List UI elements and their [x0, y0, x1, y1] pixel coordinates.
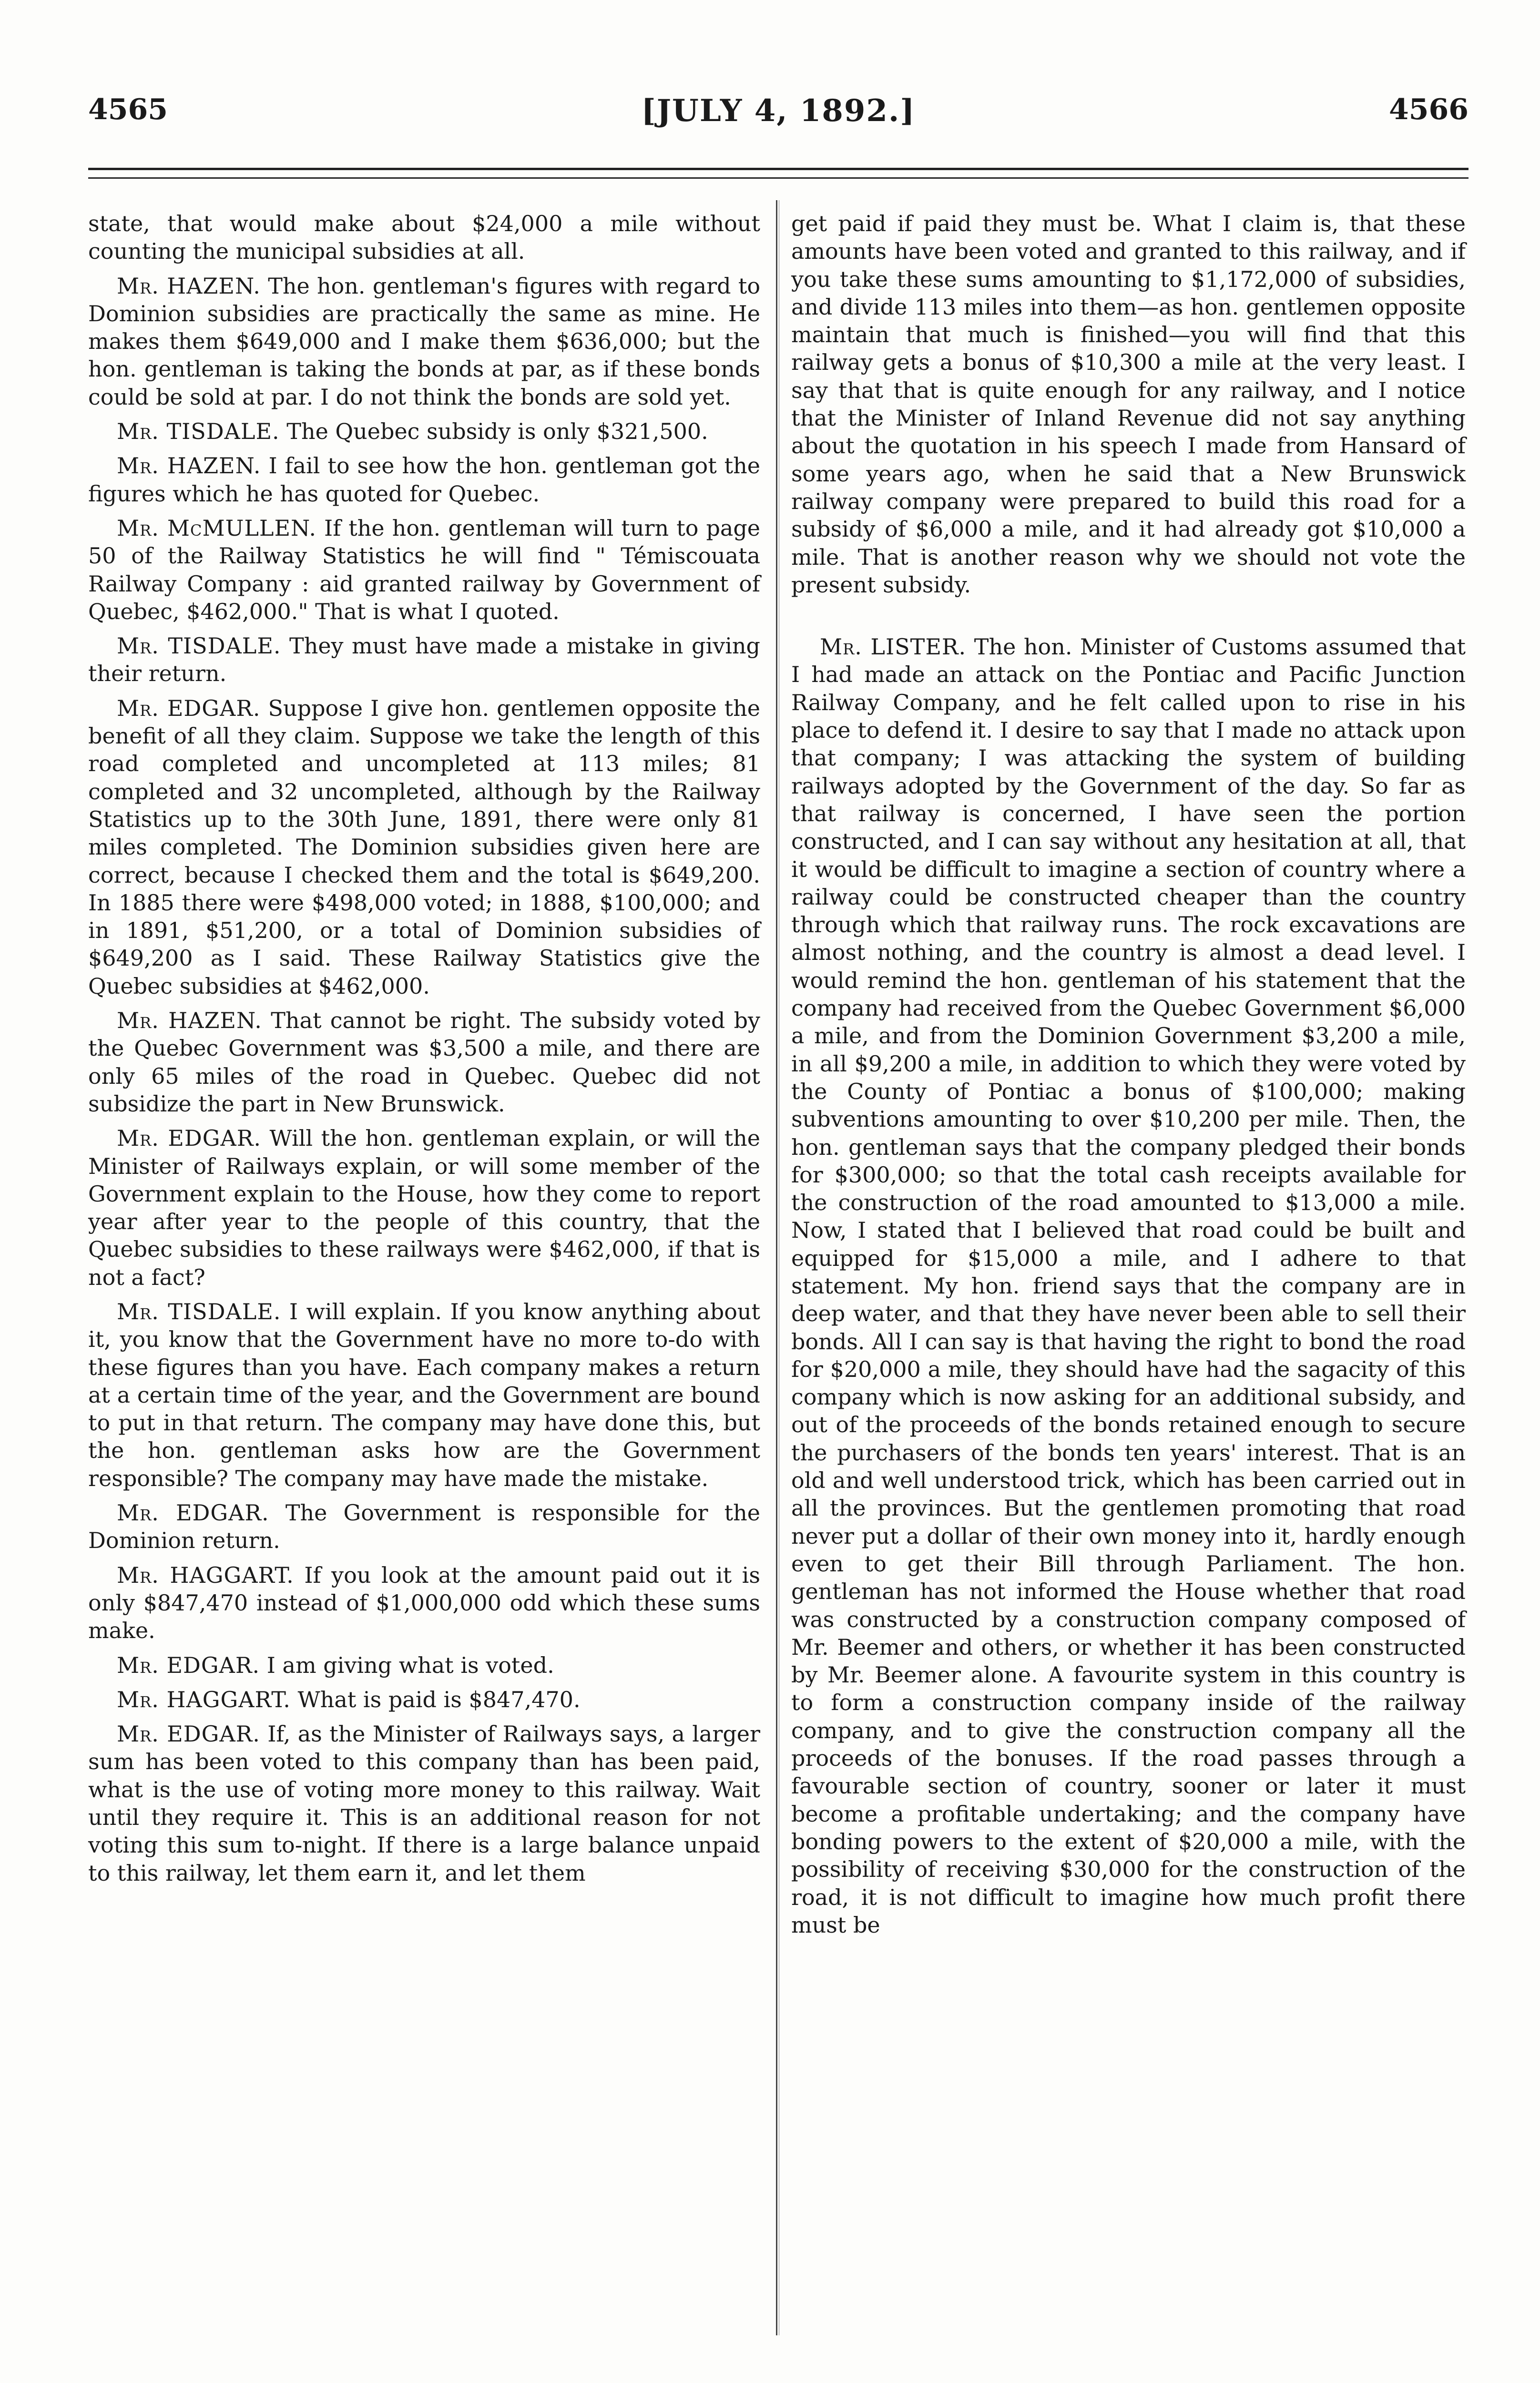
- paragraph-text: Will the hon. gentleman explain, or will the Minister of Railways explain, or will some member of the Government explain to the House, how they come to report year after year to the people of this country, that the Quebec subsidies to these railways were $462,000, if that is not a fact?: [88, 1125, 761, 1290]
- right-column: [791, 210, 1466, 1945]
- paragraph: [88, 418, 760, 445]
- paragraph-text: They must have made a mistake in giving their return.: [88, 633, 760, 687]
- paragraph-text: If you look at the amount paid out it is only $847,470 instead of $1,000,000 odd which these sums make.: [88, 1562, 760, 1644]
- speaker-name: Mr. EDGAR.: [117, 1721, 260, 1747]
- page-number-left: 4565: [88, 93, 168, 126]
- paragraph-text: If the hon. gentleman will turn to page 50 of the Railway Statistics he will find " Témiscouata Railway Company : aid granted railway by Government of Quebec, $462,000." That is what I quoted.: [88, 515, 760, 624]
- paragraph-text: state, that would make about $24,000 a mile without counting the municipal subsidies at all.: [88, 211, 760, 265]
- paragraph-text: get paid if paid they must be. What I claim is, that these amounts have been voted and granted to this railway, and if you take these sums amounting to $1,172,000 of subsidies, and divide 113 miles into them—as hon. gentlemen opposite maintain that much is finished—you will find that this railway gets a bonus of $10,300 a mile at the very least. I say that that is quite enough for any railway, and I notice that the Minister of Inland Revenue did not say anything about the quotation in his speech I made from Hansard of some years ago, when he said that a New Brunswick railway company were prepared to build this road for a subsidy of $6,000 a mile, and it had already got $10,000 a mile. That is another reason why we should not vote the present subsidy.: [791, 211, 1466, 598]
- speaker-name: Mr. EDGAR.: [117, 695, 261, 721]
- paragraph: [791, 210, 1466, 599]
- speaker-name: Mr. McMULLEN.: [117, 515, 316, 541]
- paragraph: [791, 633, 1466, 1939]
- paragraph: [88, 272, 760, 411]
- speaker-name: Mr. EDGAR.: [117, 1125, 261, 1151]
- paragraph-text: That cannot be right. The subsidy voted by the Quebec Government was $3,500 a mile, and there are only 65 miles of the road in Quebec. Quebec did not subsidize the part in New Brunswick.: [88, 1008, 760, 1117]
- speaker-name: Mr. TISDALE.: [117, 418, 280, 445]
- left-column: [88, 210, 760, 1894]
- paragraph: [88, 694, 760, 1000]
- paragraph: [88, 210, 760, 265]
- speaker-name: Mr. HAZEN.: [117, 273, 261, 299]
- speaker-name: Mr. HAZEN.: [117, 1008, 262, 1034]
- paragraph: [88, 632, 760, 688]
- page-header: [88, 93, 1469, 136]
- speaker-name: Mr. TISDALE.: [117, 1298, 281, 1324]
- header-rule: [88, 168, 1469, 170]
- speaker-name: Mr. HAGGART.: [117, 1686, 291, 1712]
- speaker-name: Mr. TISDALE.: [117, 633, 281, 659]
- column-divider: [776, 200, 777, 2335]
- paragraph: [88, 514, 760, 625]
- paragraph-text: What is paid is $847,470.: [297, 1686, 581, 1712]
- paragraph-text: The hon. gentleman's figures with regard to Dominion subsidies are practically the same as mine. He makes them $649,000 and I make them $636,000; but the hon. gentleman is taking the bonds at par, as if these bonds could be sold at par. I do not think the bonds are sold yet.: [88, 273, 761, 410]
- paragraph: [88, 1561, 760, 1645]
- speaker-name: Mr. HAZEN.: [117, 453, 261, 479]
- speaker-name: Mr. LISTER.: [820, 634, 967, 660]
- paragraph-text: The hon. Minister of Customs assumed that I had made an attack on the Pontiac and Pacific Junction Railway Company, and he felt called upon to rise in his place to defend it. I desire to say that I made no attack upon that company; I was attacking the system of building railways adopted by the Government of the day. So far as that railway is concerned, I have seen the portion constructed, and I can say without any hesitation at all, that it would be difficult to imagine a section of country where a railway could be constructed cheaper than the country through which that railway runs. The rock excavations are almost nothing, and the country is almost a dead level. I would remind the hon. gentleman of his statement that the company had received from the Quebec Government $6,000 a mile, and from the Dominion Government $3,200 a mile, in all $9,200 a mile, in addition to which they were voted by the County of Pontiac a bonus of $100,000; making subventions amounting to over $10,200 per mile. Then, the hon. gentleman says that the company pledged their bonds for $300,000; so that the total cash receipts available for the construction of the road amounted to $13,000 a mile. Now, I stated that I believed that road could be built and equipped for $15,000 a mile, and I adhere to that statement. My hon. friend says that the company are in deep water, and that they have never been able to sell their bonds. All I can say is that having the right to bond the road for $20,000 a mile, they should have had the sagacity of this company which is now asking for an additional subsidy, and out of the proceeds of the bonds retained enough to secure the purchasers of the bonds ten years' interest. That is an old and well understood trick, which has been carried out in all the provinces. But the gentlemen promoting that road never put a dollar of their own money into it, hardly enough even to get their Bill through Parliament. The hon. gentleman has not informed the House whether that road was constructed by a construction company composed of Mr. Beemer and others, or whether it has been constructed by Mr. Beemer alone. A favourite system in this country is to form a construction company inside of the railway company, and to give the construction company all the proceeds of the bonuses. If the road passes through a favourable section of country, sooner or later it must become a profitable undertaking; and the company have bonding powers to the extent of $20,000 a mile, with the possibility of receiving $30,000 for the construction of the road, it is not difficult to imagine how much profit there must be: [791, 634, 1466, 1938]
- paragraph-text: I am giving what is voted.: [266, 1652, 554, 1678]
- paragraph-text: The Quebec subsidy is only $321,500.: [286, 418, 708, 445]
- page-number-right: 4566: [1389, 93, 1469, 126]
- paragraph: [88, 1651, 760, 1679]
- paragraph: [88, 1298, 760, 1492]
- paragraph-text: If, as the Minister of Railways says, a larger sum has been voted to this company than has been paid, what is the use of voting more money to this railway. Wait until they require it. This is an additional reason for not voting this sum to-night. If there is a large balance unpaid to this railway, let them earn it, and let them: [88, 1721, 760, 1886]
- speaker-name: Mr. HAGGART.: [117, 1562, 294, 1588]
- speaker-name: Mr. EDGAR.: [117, 1652, 260, 1678]
- paragraph: [88, 1686, 760, 1713]
- paragraph: [88, 1124, 760, 1291]
- paragraph-text: I will explain. If you know anything about it, you know that the Government have no more to-do with these figures than you have. Each company makes a return at a certain time of the year, and the Government are bound to put in that return. The company may have done this, but the hon. gentleman asks how are the Government responsible? The company may have made the mistake.: [88, 1298, 760, 1491]
- paragraph-text: The Government is responsible for the Dominion return.: [88, 1500, 760, 1554]
- paragraph-text: I fail to see how the hon. gentleman got the figures which he has quoted for Quebec.: [88, 453, 760, 507]
- paragraph: [88, 1720, 760, 1887]
- page-date: [JULY 4, 1892.]: [641, 93, 916, 129]
- paragraph-text: Suppose I give hon. gentlemen opposite the benefit of all they claim. Suppose we take the length of this road completed and uncompleted at 113 miles; 81 completed and 32 uncompleted, although by the Railway Statistics up to the 30th June, 1891, there were only 81 miles completed. The Dominion subsidies given here are correct, because I checked them and the total is $649,200. In 1885 there were $498,000 voted; in 1888, $100,000; and in 1891, $51,200, or a total of Dominion subsidies of $649,200 as I said. These Railway Statistics give the Quebec subsidies at $462,000.: [88, 695, 761, 999]
- paragraph-gap: [791, 605, 1466, 633]
- paragraph: [88, 1007, 760, 1118]
- header-rule-thin: [88, 177, 1469, 179]
- paragraph: [88, 452, 760, 508]
- paragraph: [88, 1499, 760, 1555]
- speaker-name: Mr. EDGAR.: [117, 1500, 269, 1526]
